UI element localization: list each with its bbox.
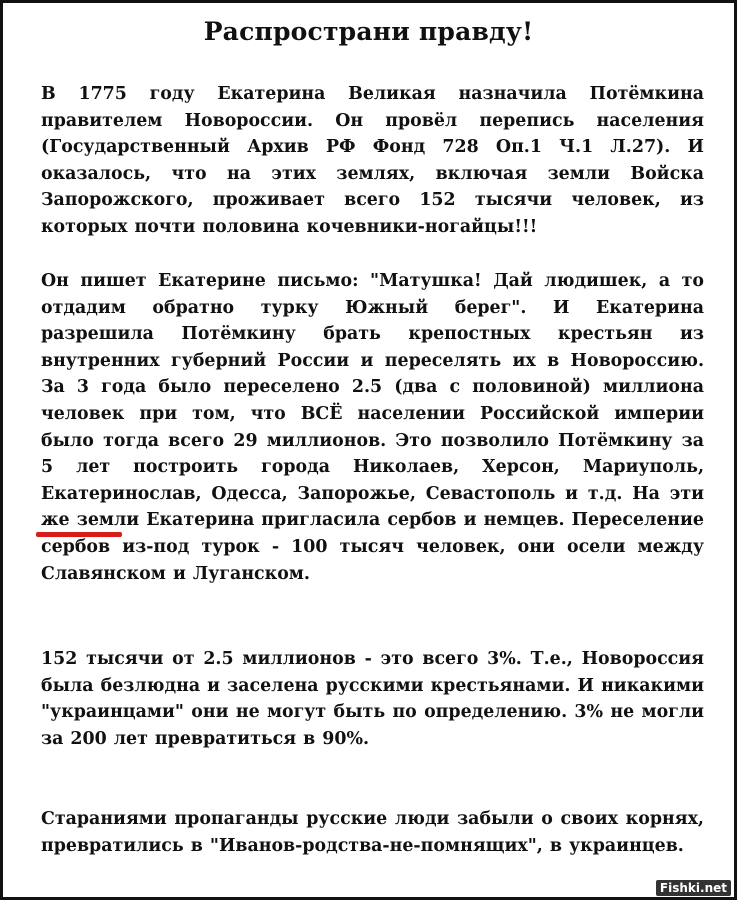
paragraph-resettlement	[41, 268, 704, 587]
paragraph-resettlement-text-start: Он пишет Екатерине письмо: "Матушка! Дай людишек, а то отдадим обратно турку Южный берег". И Екатерина разрешила Потёмкину брать крепостных крестьян из внутренних губерний России и переселять их в Новороссию. За 3 года было переселено 2.5 (два с половиной) миллиона человек при том, что ВСЁ населении Российской империи было тогда всего 29 миллионов. Это позволило Потёмкину за 5 лет построить города Николаев, Херсон, Мариуполь, Екатеринослав,	[41, 271, 704, 504]
paragraph-census: В 1775 году Екатерина Великая назначила Потёмкина правителем Новороссии. Он провёл перепись населения (Государственный Архив РФ Фонд 728 Оп.1 Ч.1 Л.27). И оказалось, что на этих землях, включая земли Войска Запорожского, проживает всего 152 тысячи человек, из которых почти половина кочевники-ногайцы!!!	[41, 84, 704, 237]
paragraph-propaganda: Стараниями пропаганды русские люди забыли о своих корнях, превратились в "Иванов-родства-не-помнящих", в украинцев.	[41, 809, 704, 856]
watermark-logo: Fishki.net	[656, 880, 731, 896]
paragraph-percentage: 152 тысячи от 2.5 миллионов - это всего 3%. Т.е., Новороссия была безлюдна и заселена русскими крестьянами. И никакими "украинцами" они не могут быть по определению. 3% не могли за 200 лет превратиться в 90%.	[41, 649, 704, 749]
highlighted-word-odessa: Одесса,	[211, 483, 288, 504]
page-title: Распространи правду!	[203, 17, 534, 46]
red-underline-mark	[36, 532, 122, 537]
paragraph-resettlement-text-end: Запорожье, Севастополь и т.д. На эти же земли Екатерина пригласила сербов и немцев. Переселение сербов из-под турок - 100 тысяч человек, они осели между Славянском и Луганском.	[41, 483, 704, 584]
